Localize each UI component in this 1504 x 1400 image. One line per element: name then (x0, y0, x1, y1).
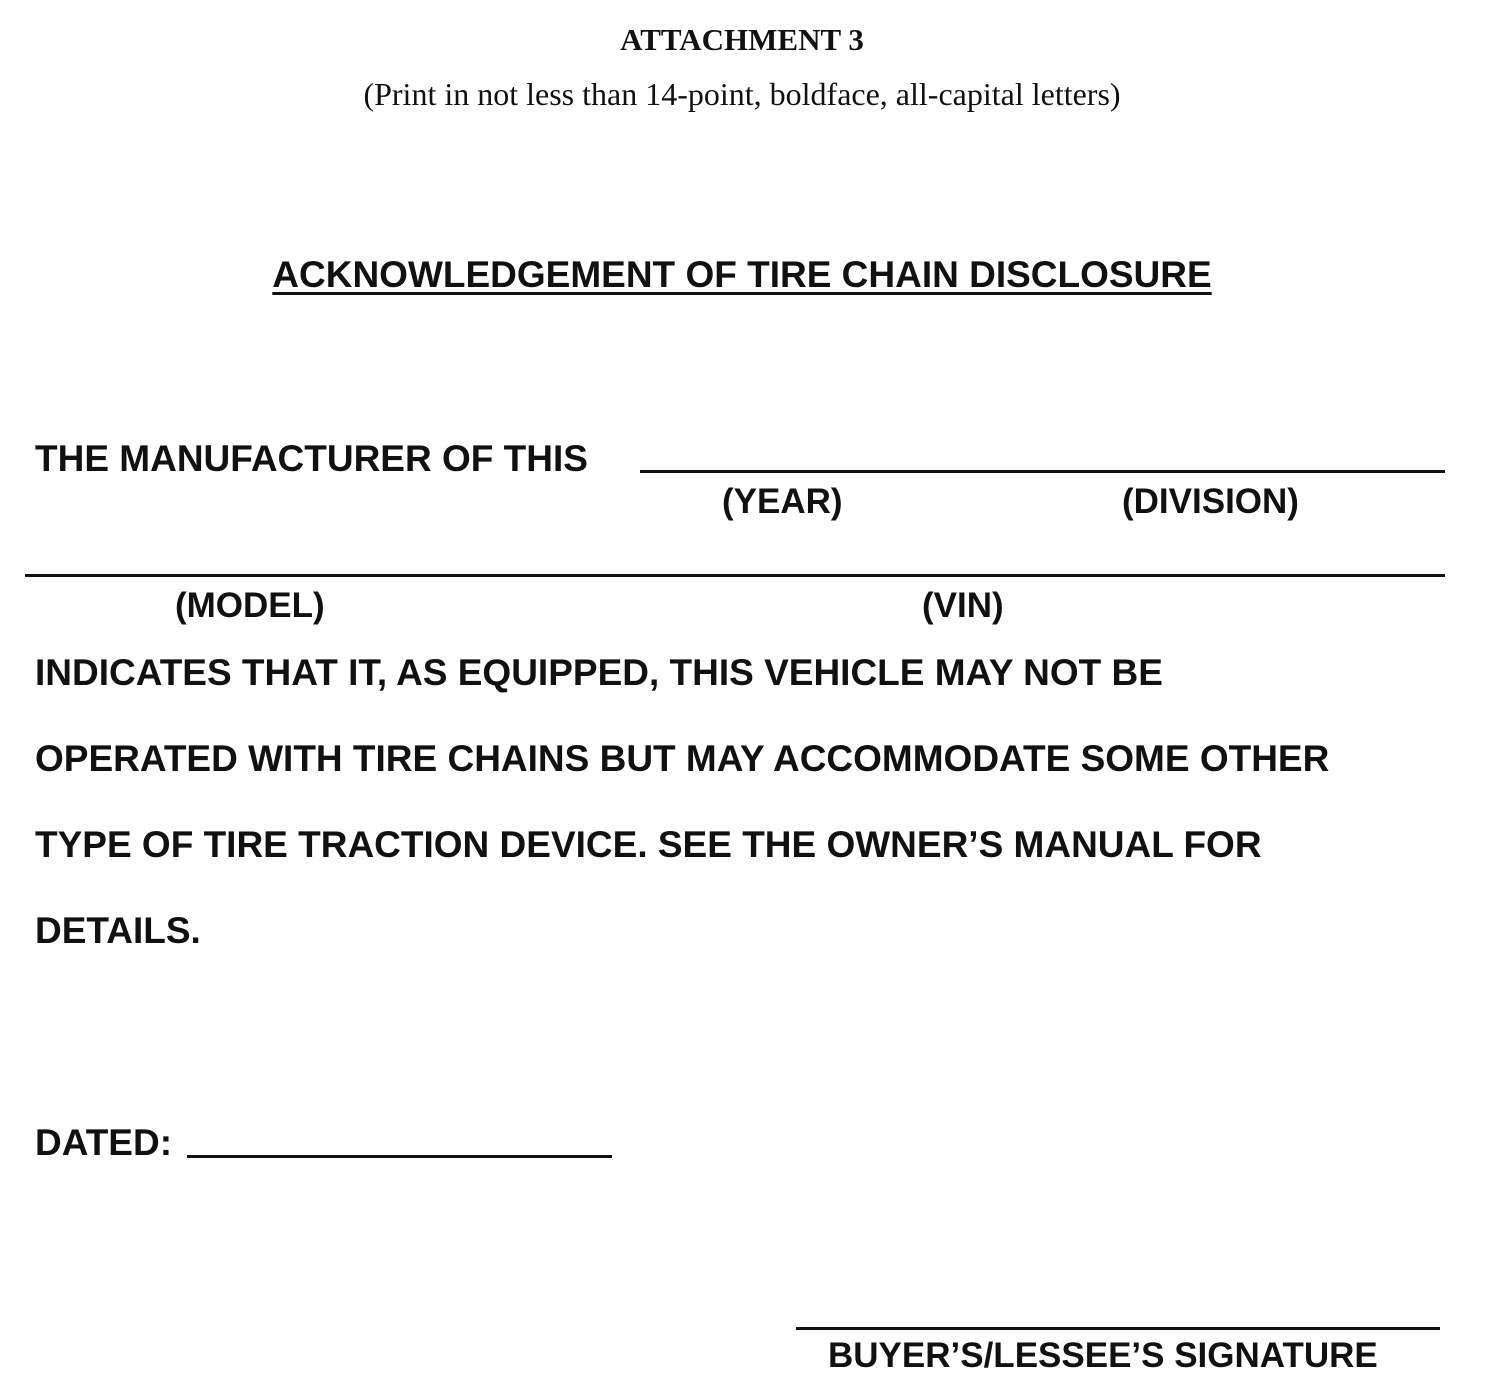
dated-label: DATED: (35, 1122, 173, 1163)
disclosure-heading: ACKNOWLEDGEMENT OF TIRE CHAIN DISCLOSURE (272, 254, 1212, 295)
print-instruction: (Print in not less than 14-point, boldface, all-capital letters) (363, 76, 1121, 112)
vin-label: (VIN) (922, 586, 1004, 625)
manufacturer-prefix: THE MANUFACTURER OF THIS (35, 438, 588, 479)
year-division-blank-line[interactable] (640, 470, 1445, 473)
date-blank-line[interactable] (187, 1155, 612, 1158)
body-line-4: DETAILS. (35, 910, 201, 951)
division-label: (DIVISION) (1122, 482, 1299, 521)
body-line-3: TYPE OF TIRE TRACTION DEVICE. SEE THE OWNER’S MANUAL FOR (35, 824, 1262, 865)
model-label: (MODEL) (175, 586, 325, 625)
year-label: (YEAR) (722, 482, 843, 521)
signature-label: BUYER’S/LESSEE’S SIGNATURE (828, 1336, 1378, 1375)
signature-blank-line[interactable] (796, 1327, 1440, 1330)
model-vin-blank-line[interactable] (25, 574, 1445, 577)
body-line-1: INDICATES THAT IT, AS EQUIPPED, THIS VEHICLE MAY NOT BE (35, 652, 1163, 693)
body-line-2: OPERATED WITH TIRE CHAINS BUT MAY ACCOMMODATE SOME OTHER (35, 738, 1330, 779)
attachment-title: ATTACHMENT 3 (620, 22, 864, 57)
